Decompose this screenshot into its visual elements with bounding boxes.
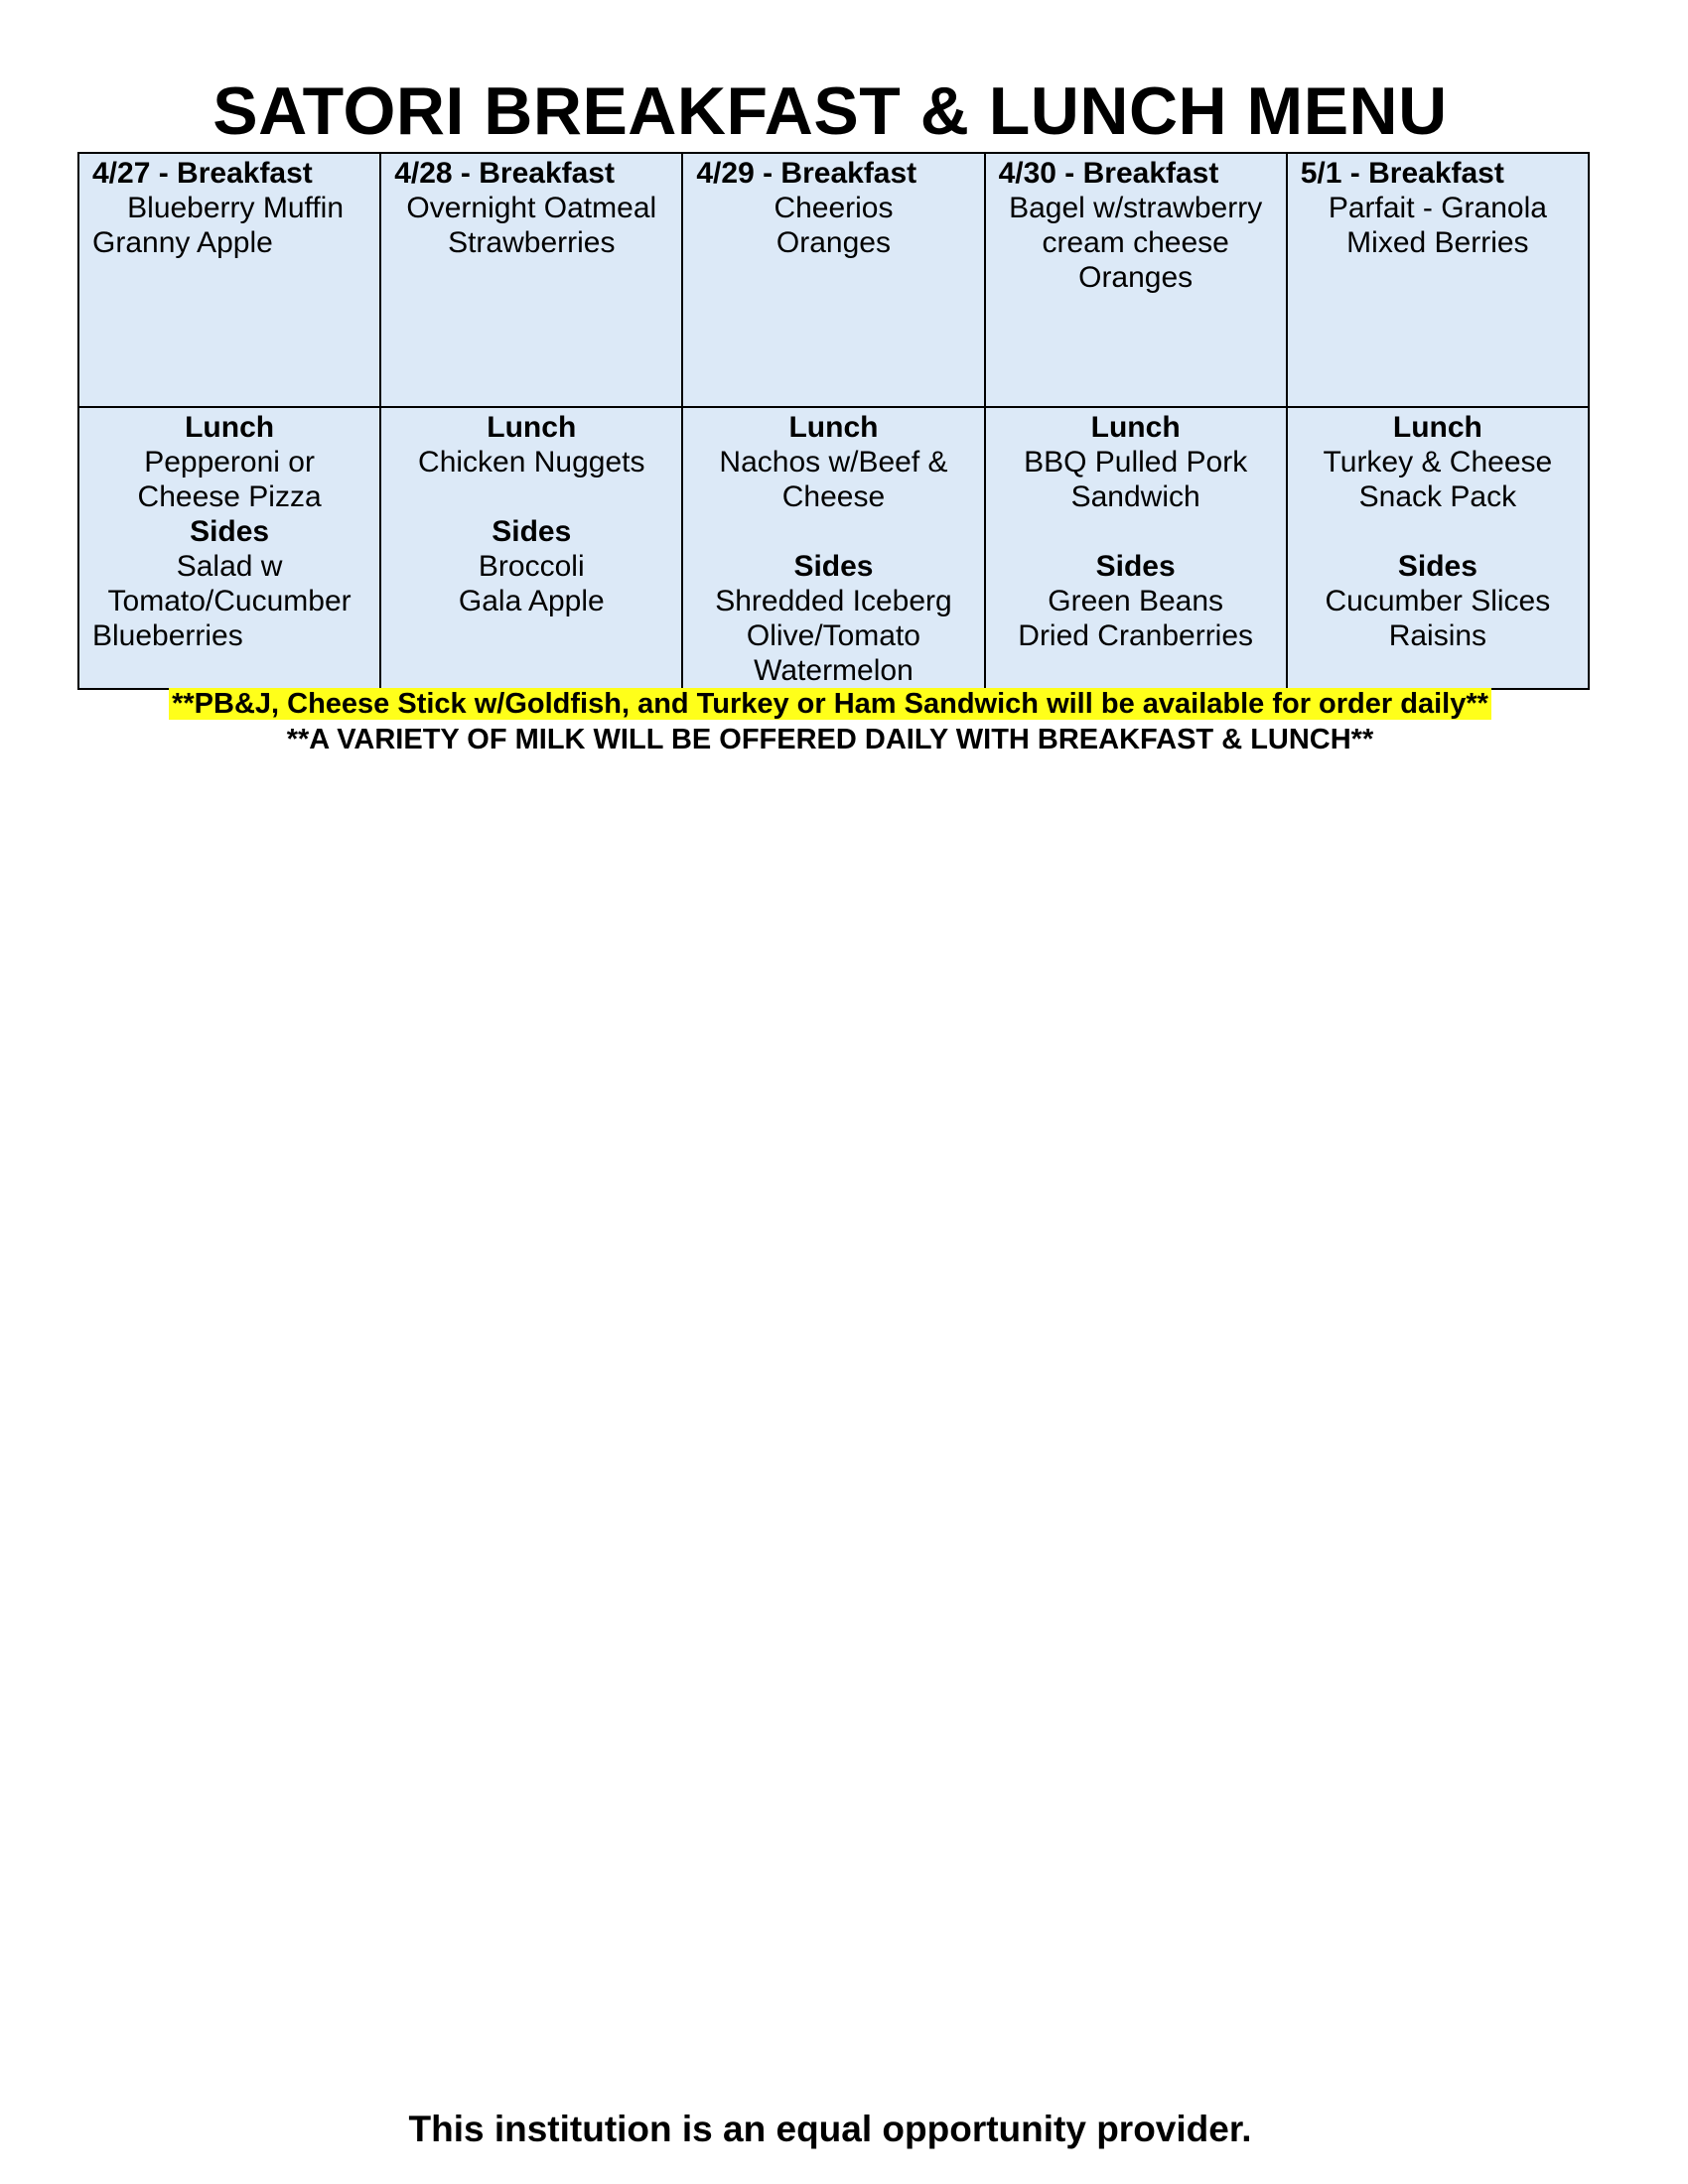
sides-item: Raisins (1388, 619, 1487, 652)
daily-options-text: **PB&J, Cheese Stick w/Goldfish, and Turkey or Ham Sandwich will be available for order daily** (169, 688, 1491, 720)
sides-item: Salad w (176, 550, 283, 583)
breakfast-cell-0427 (78, 153, 380, 407)
sides-heading: Sides (190, 515, 270, 548)
lunch-cell-0430 (985, 407, 1287, 689)
lunch-cell-0429 (682, 407, 984, 689)
breakfast-item: Overnight Oatmeal (406, 192, 657, 224)
sides-item: Watermelon (754, 654, 914, 687)
breakfast-row (78, 153, 1589, 407)
sides-heading: Sides (492, 515, 572, 548)
daily-options-note (0, 687, 1660, 722)
menu-table (77, 152, 1590, 690)
lunch-item: Turkey & Cheese (1323, 446, 1553, 478)
sides-item: Cucumber Slices (1325, 585, 1551, 617)
equal-opportunity-statement: This institution is an equal opportunity provider. (408, 2109, 1252, 2149)
sides-item: Green Beans (1048, 585, 1224, 617)
lunch-item: Snack Pack (1358, 480, 1517, 513)
sides-heading: Sides (793, 550, 874, 583)
lunch-item: Nachos w/Beef & (719, 446, 948, 478)
sides-item: Shredded Iceberg (715, 585, 952, 617)
breakfast-cell-0429 (682, 153, 984, 407)
lunch-item: Cheese Pizza (137, 480, 322, 513)
lunch-cell-0427 (78, 407, 380, 689)
lunch-item: Cheese (781, 480, 886, 513)
breakfast-heading: 4/27 - Breakfast (92, 157, 313, 190)
breakfast-item: cream cheese (1042, 226, 1229, 259)
lunch-heading: Lunch (185, 411, 275, 444)
sides-heading: Sides (1397, 550, 1477, 583)
breakfast-cell-0501 (1287, 153, 1589, 407)
lunch-heading: Lunch (1090, 411, 1181, 444)
lunch-cell-0501 (1287, 407, 1589, 689)
sides-item: Dried Cranberries (1018, 619, 1254, 652)
sides-item: Blueberries (92, 619, 243, 652)
breakfast-item: Bagel w/strawberry (1009, 192, 1263, 224)
blank-line (683, 514, 983, 549)
breakfast-cell-0428 (380, 153, 682, 407)
breakfast-item: Oranges (775, 226, 891, 259)
lunch-item: Pepperoni or (144, 446, 315, 478)
breakfast-item: Cheerios (774, 192, 894, 224)
sides-item: Gala Apple (458, 585, 605, 617)
blank-line (986, 514, 1286, 549)
sides-item: Tomato/Cucumber (107, 585, 352, 617)
sides-heading: Sides (1095, 550, 1176, 583)
sides-item: Olive/Tomato (746, 619, 920, 652)
breakfast-heading: 4/29 - Breakfast (696, 157, 917, 190)
lunch-item: Sandwich (1070, 480, 1200, 513)
breakfast-item: Mixed Berries (1346, 226, 1529, 259)
breakfast-item: Strawberries (448, 226, 616, 259)
blank-line (1288, 514, 1588, 549)
breakfast-item: Parfait - Granola (1328, 192, 1547, 224)
page-title: SATORI BREAKFAST & LUNCH MENU (212, 73, 1448, 149)
breakfast-heading: 4/30 - Breakfast (998, 157, 1219, 190)
breakfast-heading: 5/1 - Breakfast (1300, 157, 1504, 190)
milk-note: **A VARIETY OF MILK WILL BE OFFERED DAILY WITH BREAKFAST & LUNCH** (286, 724, 1374, 755)
breakfast-item: Blueberry Muffin (127, 192, 345, 224)
breakfast-cell-0430 (985, 153, 1287, 407)
breakfast-item: Granny Apple (92, 226, 273, 259)
breakfast-heading: 4/28 - Breakfast (394, 157, 615, 190)
lunch-heading: Lunch (1392, 411, 1482, 444)
lunch-item: Chicken Nuggets (418, 446, 645, 478)
blank-line (381, 479, 681, 514)
sides-item: Broccoli (478, 550, 585, 583)
breakfast-item: Oranges (1078, 261, 1194, 294)
lunch-cell-0428 (380, 407, 682, 689)
lunch-heading: Lunch (487, 411, 577, 444)
lunch-item: BBQ Pulled Pork (1024, 446, 1248, 478)
lunch-heading: Lunch (788, 411, 879, 444)
lunch-row (78, 407, 1589, 689)
